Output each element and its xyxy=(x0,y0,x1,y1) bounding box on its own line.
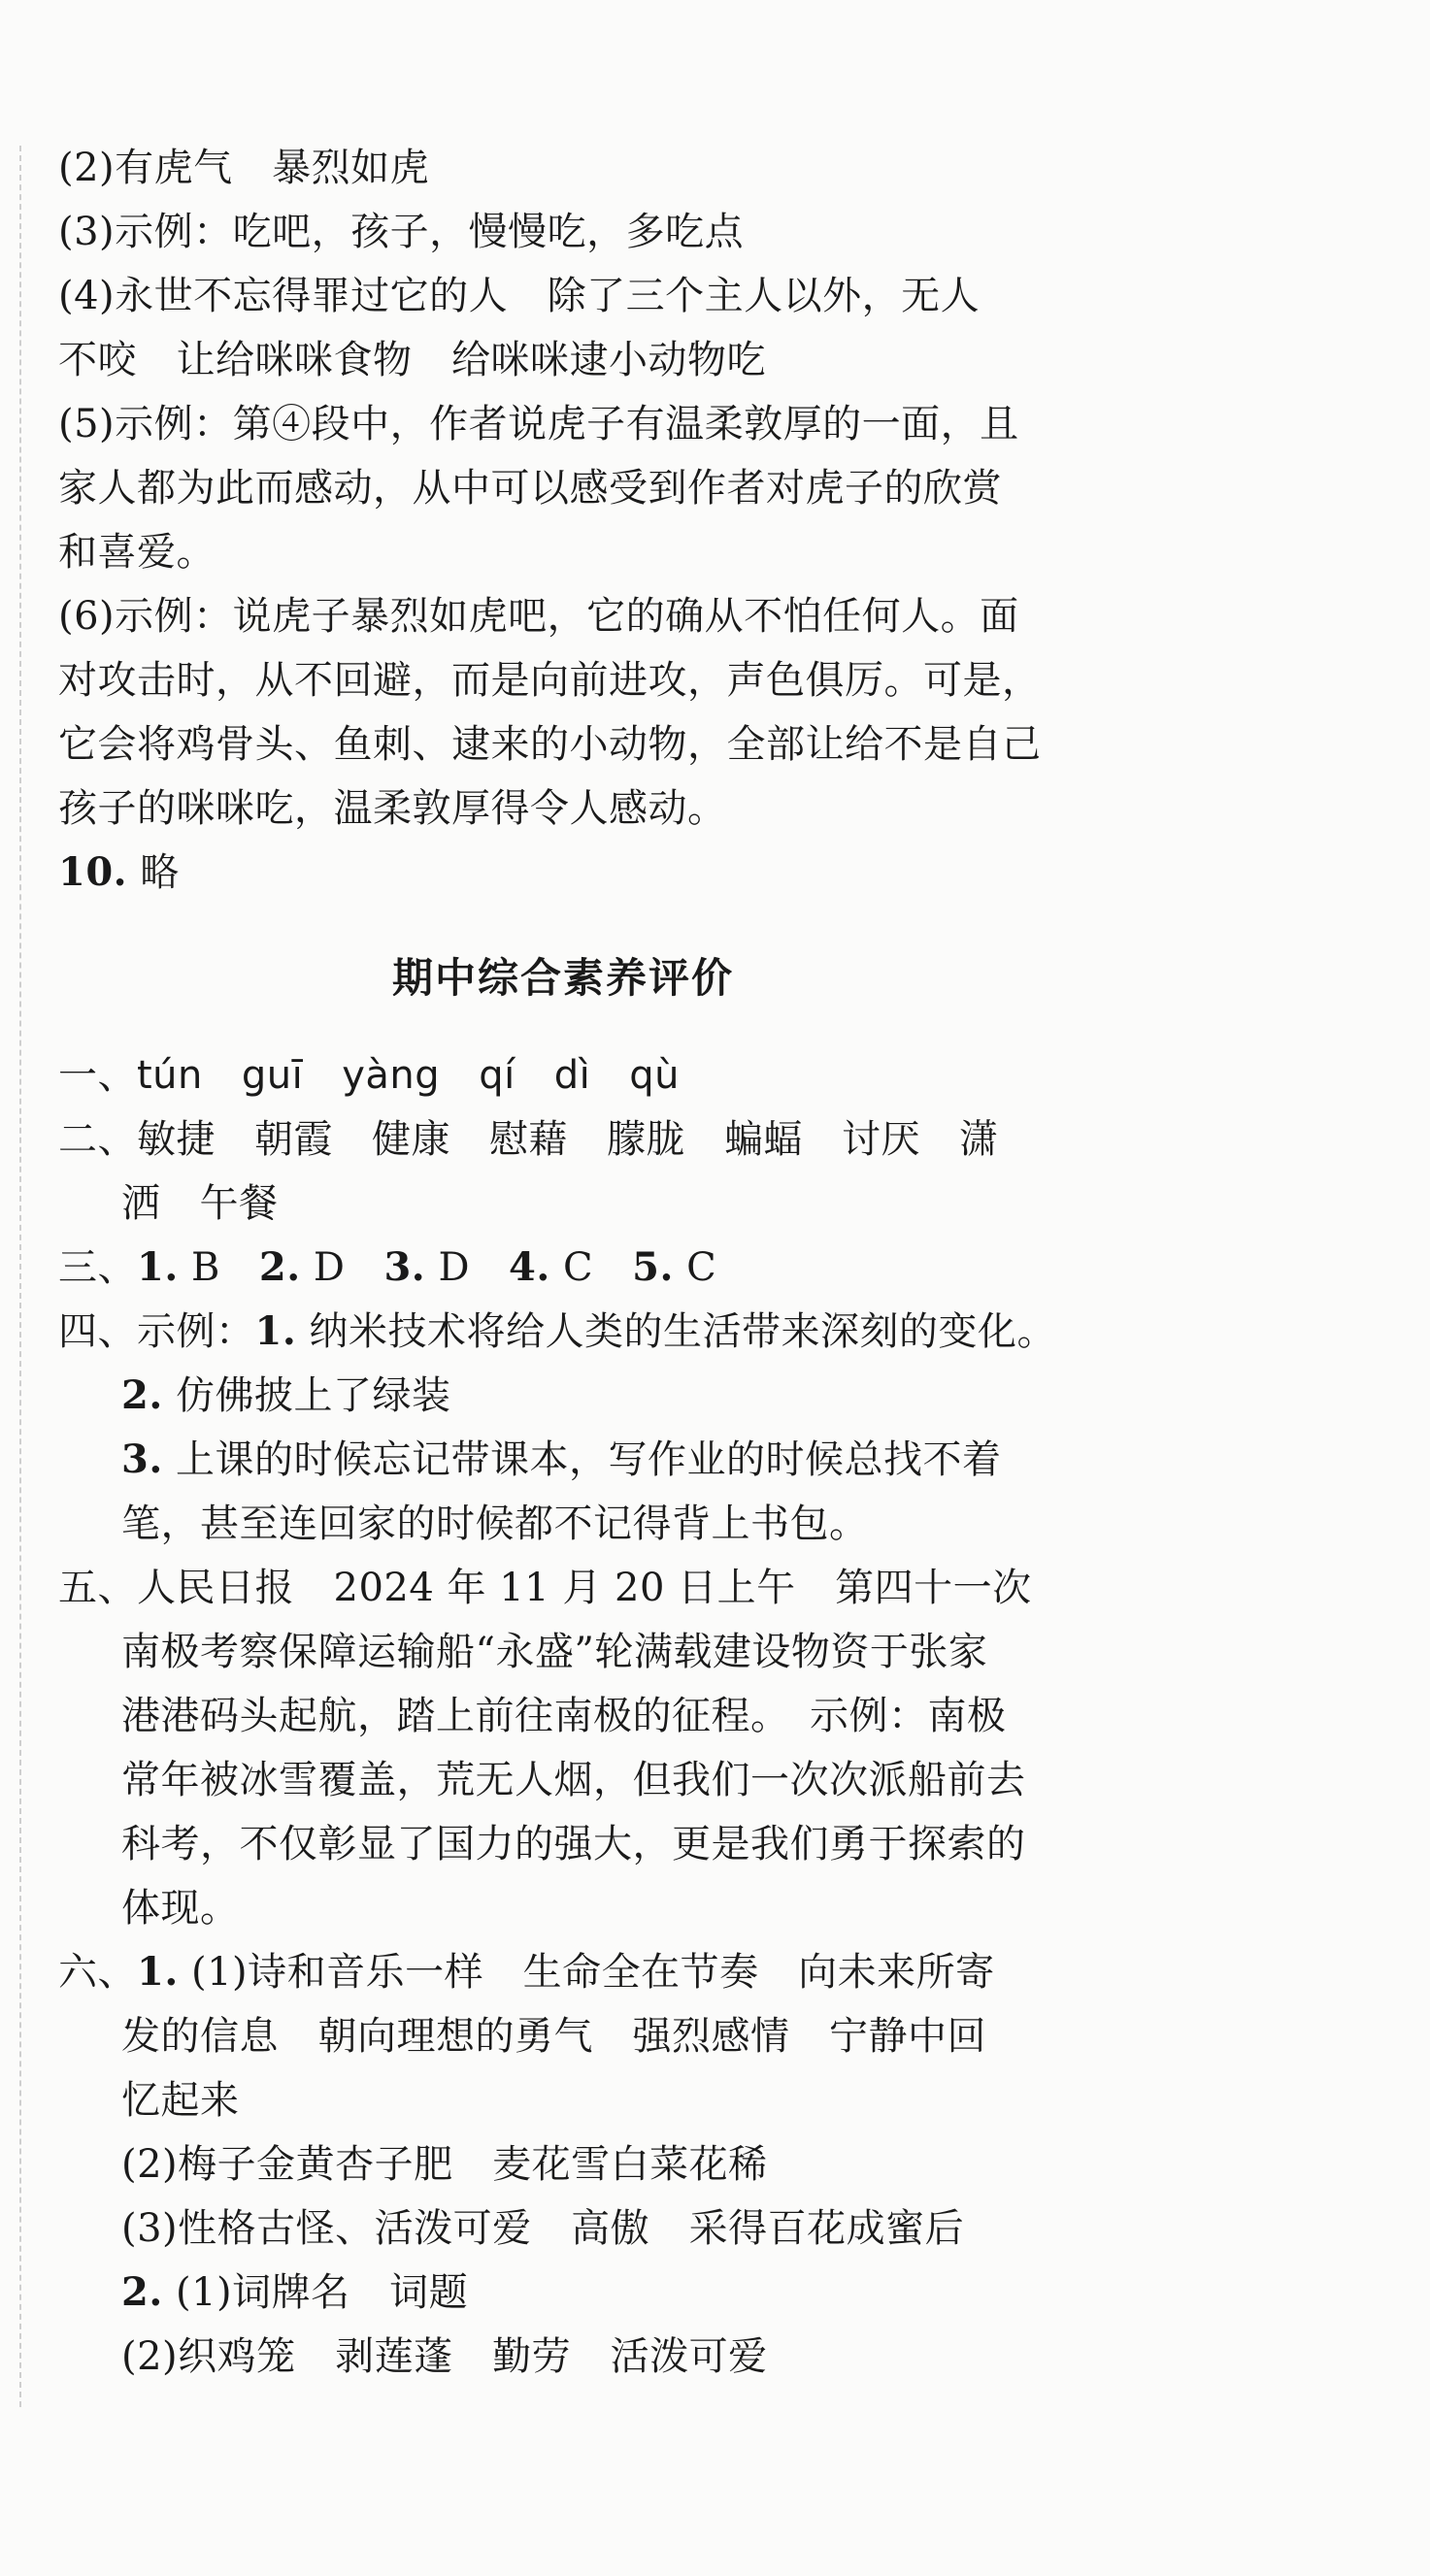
word: 蝙蝠 xyxy=(724,1117,803,1162)
answer-text: 人民日报 2024 年 11 月 20 日上午 第四十一次 xyxy=(137,1566,1032,1610)
pinyin: dì xyxy=(553,1053,591,1098)
word: 慰藉 xyxy=(489,1117,568,1162)
answer-text: 仿佛披上了绿装 xyxy=(162,1373,451,1418)
pinyin: qù xyxy=(629,1053,680,1098)
question-number: 2. xyxy=(258,1244,301,1290)
part-label: 六、 xyxy=(58,1950,137,1995)
part-1 xyxy=(58,1043,680,1107)
part-label: 五、 xyxy=(58,1566,137,1610)
question-number: 1. xyxy=(137,1244,179,1290)
part-4-item-1 xyxy=(58,1300,1056,1364)
answer-text: 略 xyxy=(127,850,180,895)
answer-line: 对攻击时，从不回避，而是向前进攻，声色俱厉。可是， xyxy=(58,658,1042,703)
part-5 xyxy=(58,1556,1032,1620)
answer-line: 忆起来 xyxy=(121,2078,240,2123)
answer-text: (1)词牌名 词题 xyxy=(162,2270,469,2315)
margin-dashed-rule xyxy=(19,146,21,2407)
choice-answer: D xyxy=(313,1245,346,1290)
answer-line: 孩子的咪咪吃，温柔敦厚得令人感动。 xyxy=(58,786,727,831)
part-4-item-2 xyxy=(121,1364,450,1428)
question-number: 2. xyxy=(121,1372,163,1418)
word: 朝霞 xyxy=(254,1117,333,1162)
answer-line: 科考，不仅彰显了国力的强大，更是我们勇于探索的 xyxy=(121,1822,1026,1866)
answer-line: (3)性格古怪、活泼可爱 高傲 采得百花成蜜后 xyxy=(121,2206,965,2251)
pinyin: qí xyxy=(479,1053,515,1098)
part-label: 一、 xyxy=(58,1053,137,1098)
word: 敏捷 xyxy=(137,1117,216,1162)
part-label: 三、 xyxy=(58,1245,137,1290)
answer-line: (4)永世不忘得罪过它的人 除了三个主人以外，无人 xyxy=(58,274,981,318)
answer-line: (5)示例：第④段中，作者说虎子有温柔敦厚的一面，且 xyxy=(58,402,1019,446)
word: 潇 xyxy=(959,1117,999,1162)
answer-line: 发的信息 朝向理想的勇气 强烈感情 宁静中回 xyxy=(121,2014,986,2059)
choice-answer: C xyxy=(563,1245,594,1290)
part-4-item-3-continued: 笔，甚至连回家的时候都不记得背上书包。 xyxy=(121,1502,869,1546)
choice-answer: B xyxy=(190,1245,220,1290)
answer-line: (2)织鸡笼 剥莲蓬 勤劳 活泼可爱 xyxy=(121,2334,768,2379)
question-number: 4. xyxy=(509,1244,550,1290)
part-2 xyxy=(58,1107,999,1172)
answer-line: 和喜爱。 xyxy=(58,530,216,575)
part-label: 四、示例： xyxy=(58,1309,255,1354)
word: 午餐 xyxy=(199,1181,279,1226)
choice-answer: C xyxy=(686,1245,717,1290)
section-title: 期中综合素养评价 xyxy=(391,954,734,1002)
answer-line: (2)梅子金黄杏子肥 麦花雪白菜花稀 xyxy=(121,2142,768,2187)
answer-line: 常年被冰雪覆盖，荒无人烟，但我们一次次派船前去 xyxy=(121,1758,1026,1802)
word: 朦胧 xyxy=(607,1117,685,1162)
part-label: 二、 xyxy=(58,1117,137,1162)
question-number: 1. xyxy=(254,1308,297,1354)
answer-line: 南极考察保障运输船“永盛”轮满载建设物资于张家 xyxy=(121,1630,988,1674)
question-number: 10. xyxy=(58,849,128,895)
answer-text: 纳米技术将给人类的生活带来深刻的变化。 xyxy=(296,1309,1056,1354)
choice-answer: D xyxy=(438,1245,471,1290)
word: 讨厌 xyxy=(842,1117,920,1162)
answer-line: (3)示例：吃吧，孩子，慢慢吃，多吃点 xyxy=(58,210,745,254)
pinyin: tún xyxy=(137,1053,203,1098)
pinyin: yàng xyxy=(342,1053,441,1098)
question-number: 1. xyxy=(137,1949,179,1995)
word: 健康 xyxy=(372,1117,450,1162)
answer-line: 它会将鸡骨头、鱼刺、逮来的小动物，全部让给不是自己 xyxy=(58,722,1042,767)
part-4-item-3 xyxy=(121,1428,1001,1492)
part-6-item-1 xyxy=(58,1940,995,2004)
answer-line: 体现。 xyxy=(121,1886,240,1931)
answer-line: (6)示例：说虎子暴烈如虎吧，它的确从不怕任何人。面 xyxy=(58,594,1019,639)
part-6-item-2 xyxy=(121,2261,468,2325)
word: 洒 xyxy=(121,1181,161,1226)
answer-line: 港港码头起航，踏上前往南极的征程。 示例：南极 xyxy=(121,1694,1007,1738)
answer-line: 不咬 让给咪咪食物 给咪咪逮小动物吃 xyxy=(58,338,766,382)
question-number: 3. xyxy=(121,1437,163,1482)
answer-text: 上课的时候忘记带课本，写作业的时候总找不着 xyxy=(162,1437,1002,1482)
answer-line: 家人都为此而感动，从中可以感受到作者对虎子的欣赏 xyxy=(58,466,1002,511)
part-2-continued xyxy=(121,1172,279,1236)
question-number: 5. xyxy=(632,1244,674,1290)
part-3 xyxy=(58,1236,716,1300)
question-number: 2. xyxy=(121,2269,163,2315)
answer-line: (2)有虎气 暴烈如虎 xyxy=(58,146,430,190)
question-number: 3. xyxy=(383,1244,426,1290)
answer-text: (1)诗和音乐一样 生命全在节奏 向未来所寄 xyxy=(178,1950,995,1995)
answer-line-10 xyxy=(58,841,180,905)
pinyin: guī xyxy=(241,1053,304,1098)
